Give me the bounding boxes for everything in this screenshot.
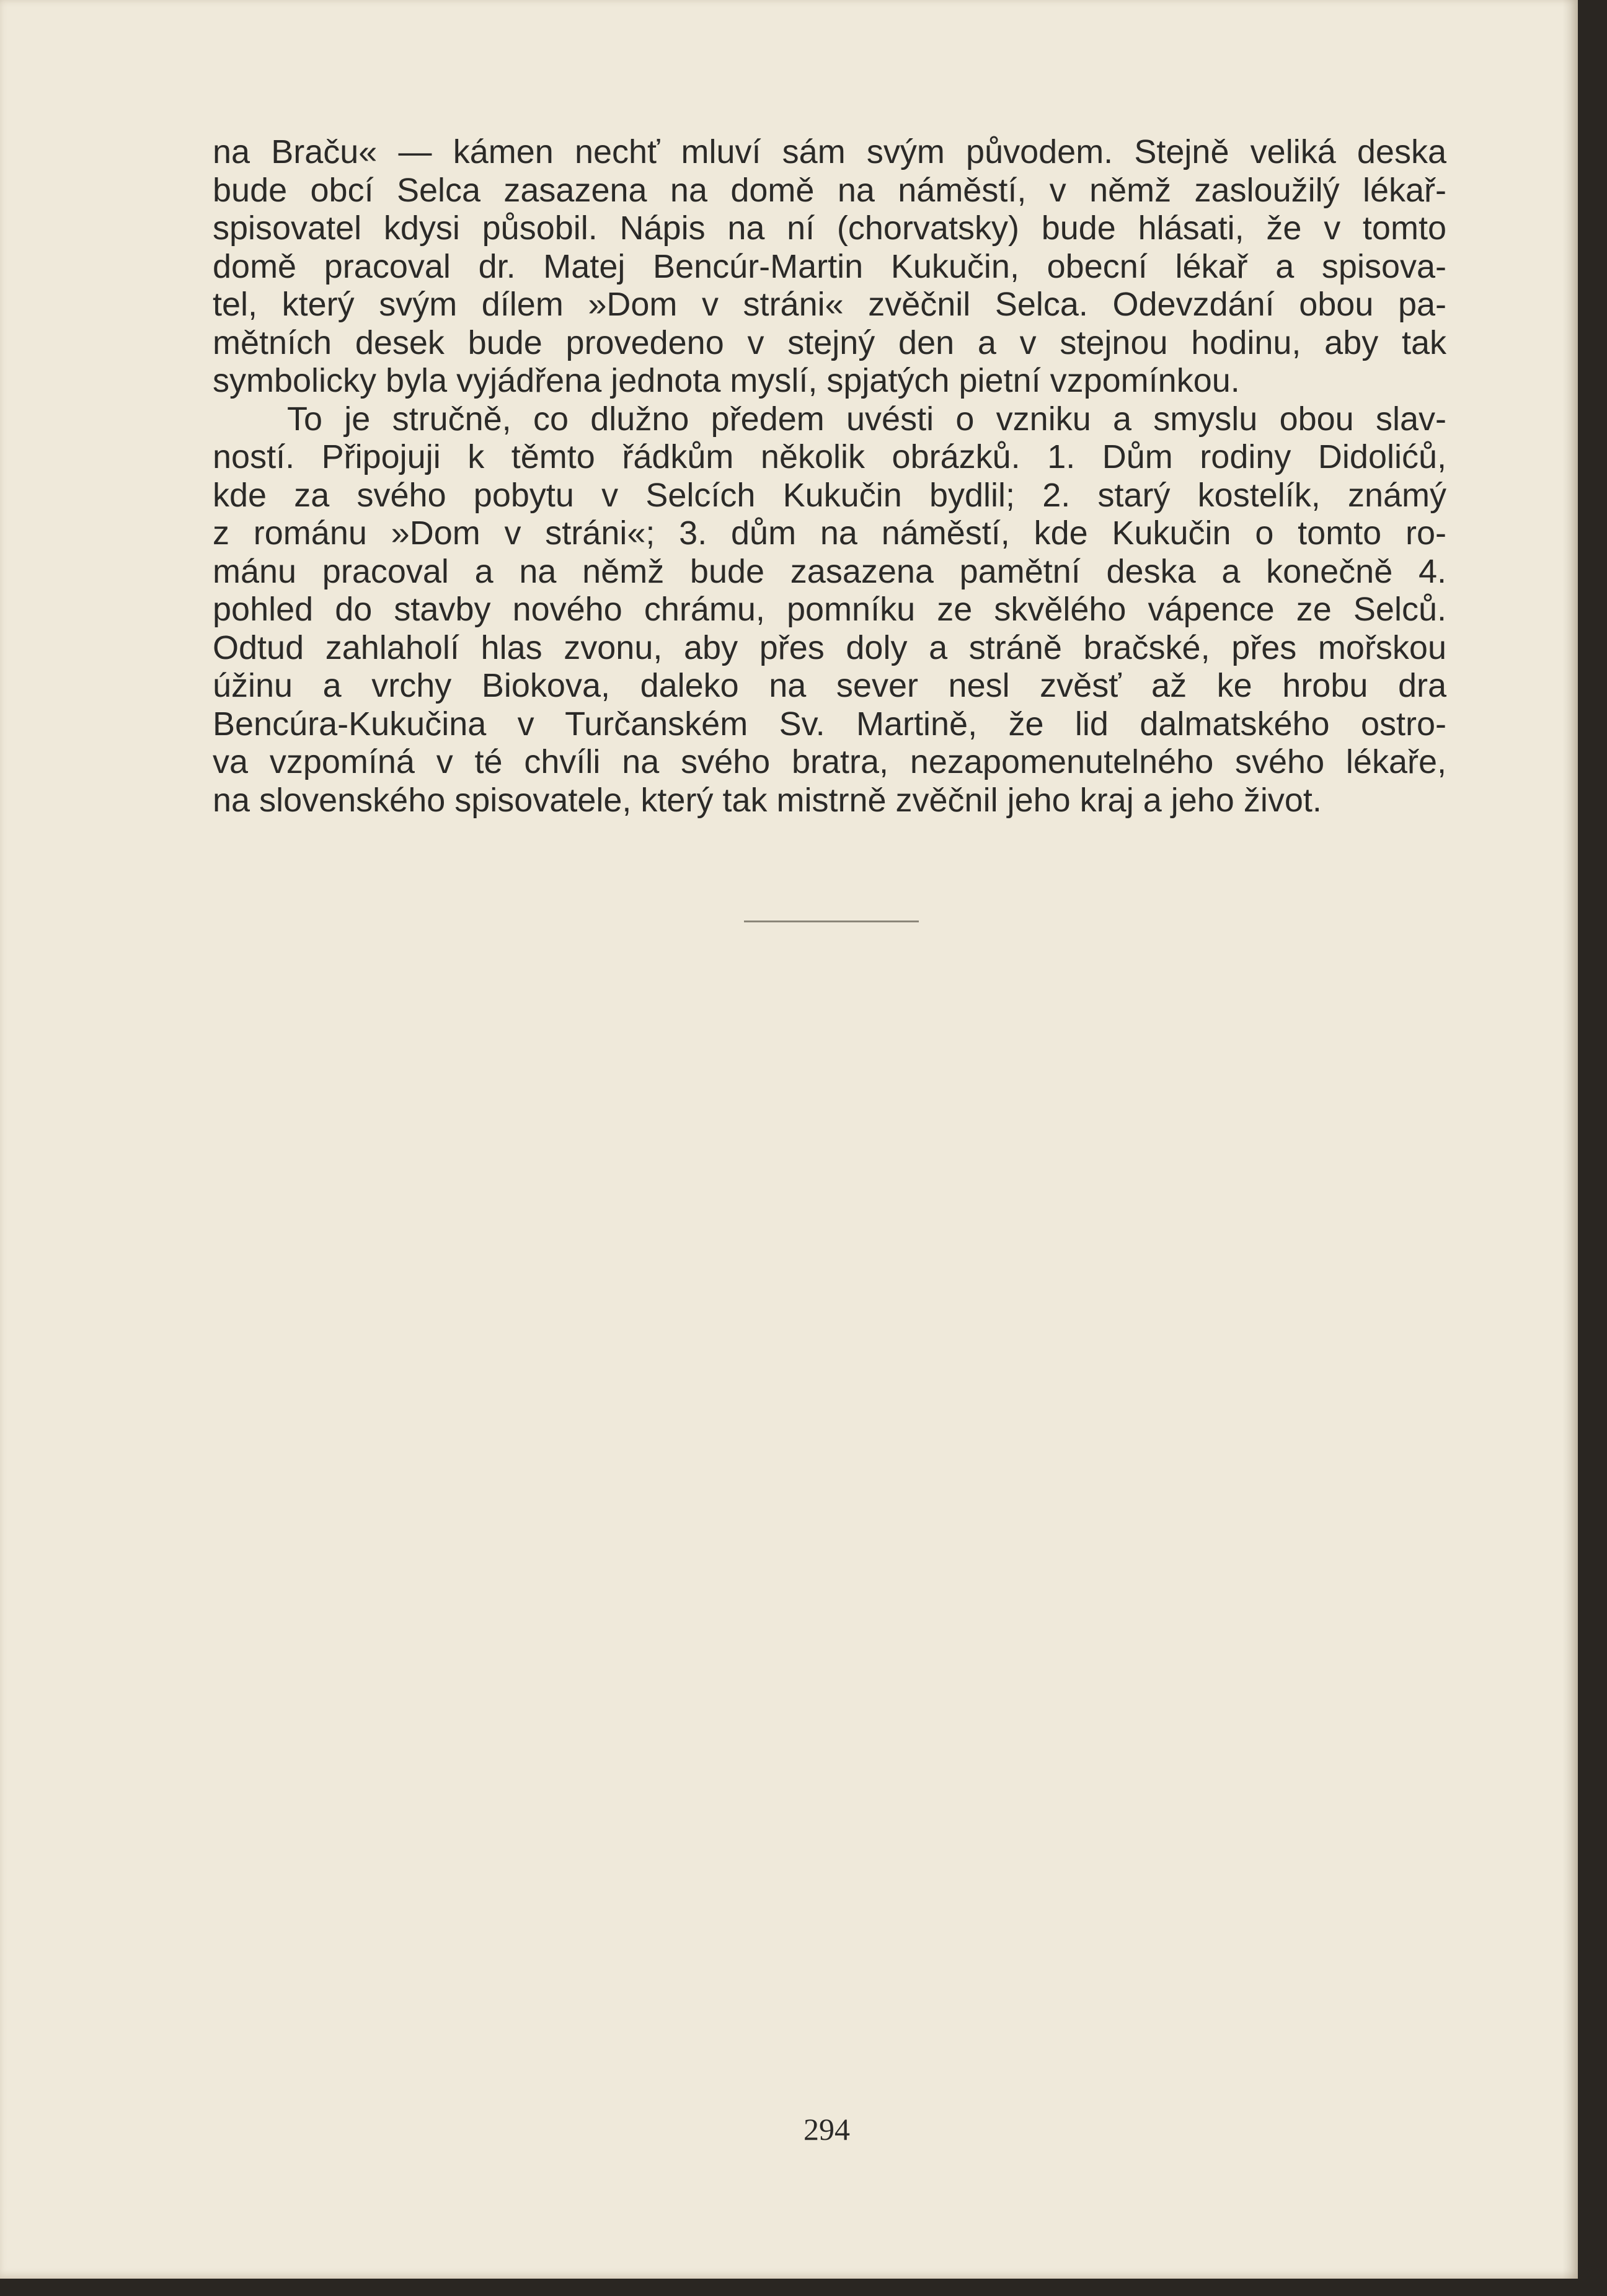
text-line: Bencúra-Kukučina v Turčanském Sv. Martině, že lid dalmatského ostro- <box>213 705 1446 743</box>
text-line: úžinu a vrchy Biokova, daleko na sever nesl zvěsť až ke hrobu dra <box>213 667 1446 704</box>
text-line: To je stručně, co dlužno předem uvésti o vzniku a smyslu obou slav- <box>287 400 1446 438</box>
text-line: na Braču« — kámen nechť mluví sám svým původem. Stejně veliká deska <box>213 133 1446 170</box>
text-line: pohled do stavby nového chrámu, pomníku ze skvělého vápence ze Selců. <box>213 591 1446 628</box>
text-line: mětních desek bude provedeno v stejný den a v stejnou hodinu, aby tak <box>213 324 1446 361</box>
text-line: spisovatel kdysi působil. Nápis na ní (chorvatsky) bude hlásati, že v tomto <box>213 210 1446 247</box>
page-edge-shadow <box>1562 0 1578 2279</box>
text-line: mánu pracoval a na němž bude zasazena pamětní deska a konečně 4. <box>213 552 1446 590</box>
text-line: Odtud zahlaholí hlas zvonu, aby přes doly a stráně bračské, přes mořskou <box>213 629 1446 666</box>
text-line: domě pracoval dr. Matej Bencúr-Martin Kukučin, obecní lékař a spisova- <box>213 247 1446 285</box>
paragraph-2 <box>213 400 1446 820</box>
body-text <box>213 133 1446 819</box>
text-line: bude obcí Selca zasazena na domě na náměstí, v němž zasloužilý lékař- <box>213 171 1446 209</box>
text-line: z románu »Dom v stráni«; 3. dům na náměstí, kde Kukučin o tomto ro- <box>213 514 1446 552</box>
text-line: kde za svého pobytu v Selcích Kukučin bydlil; 2. starý kostelík, známý <box>213 476 1446 514</box>
text-line: ností. Připojuji k těmto řádkům několik obrázků. 1. Dům rodiny Didolićů, <box>213 438 1446 475</box>
text-line: va vzpomíná v té chvíli na svého bratra, nezapomenutelného svého lékaře, <box>213 743 1446 780</box>
page-number: 294 <box>804 2112 850 2147</box>
text-line: na slovenského spisovatele, který tak mistrně zvěčnil jeho kraj a jeho život. <box>213 781 1322 819</box>
text-line: tel, který svým dílem »Dom v stráni« zvěčnil Selca. Odevzdání obou pa- <box>213 286 1446 323</box>
text-line: symbolicky byla vyjádřena jednota myslí, spjatých pietní vzpomínkou. <box>213 362 1240 399</box>
paragraph-1 <box>213 133 1446 400</box>
section-divider <box>744 921 919 922</box>
